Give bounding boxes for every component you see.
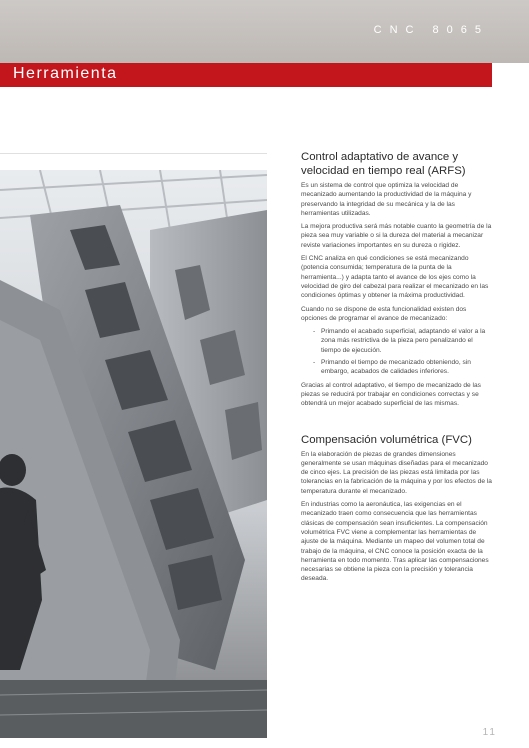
divider (0, 153, 267, 154)
section-title: Herramienta (13, 65, 118, 82)
paragraph: El CNC analiza en qué condiciones se está mecanizando (potencia consumida; temperatura de la punta de la herramienta...) y adapta tanto el avance de los ejes como la velocidad de giro del cabezal para realizar el mecanizado en las condiciones óptimas y obtener la máxima productividad. (301, 255, 489, 300)
text-column (301, 150, 493, 588)
machine-photo (0, 170, 267, 738)
bullet-list (301, 327, 493, 376)
paragraph: En industrias como la aeronáutica, las exigencias en el mecanizado traen como consecuencia que las herramientas clásicas de compensación sean insuficientes. La compensación volumétrica FVC viene a complementar las herramientas de ajuste de la máquina. Mediante un mapeo del volumen total de trabajo de la máquina, el CNC conoce la posición exacta de la herramienta en todo momento. Tras aplicar las compensaciones necesarias se obtiene la pieza con la precisión y tolerancia deseada. (301, 501, 489, 583)
header-bar (0, 0, 529, 63)
section-heading-fvc: Compensación volumétrica (FVC) (301, 433, 472, 446)
section-bar (0, 63, 492, 87)
list-item-text: Primando el acabado superficial, adaptando el valor a la zona más restrictiva de la pieza pero penalizando el tiempo de ejecución. (321, 328, 486, 354)
list-item (301, 327, 493, 355)
paragraph: Cuando no se dispone de esta funcionalidad existen dos opciones de programar el avance de mecanizado: (301, 305, 467, 322)
paragraph: Gracias al control adaptativo, el tiempo de mecanizado de las piezas se reducirá por trabajar en condiciones correctas y se obtendrá un mejor acabado superficial de las mismas. (301, 381, 481, 408)
paragraph: Es un sistema de control que optimiza la velocidad de mecanizado aumentando la productividad de la máquina y preservando la integridad de su mecánica y la de las herramientas utilizadas. (301, 182, 472, 217)
list-item-text: Primando el tiempo de mecanizado obteniendo, sin embargo, acabados de calidades inferiores. (321, 359, 471, 376)
dash-icon: - (313, 359, 316, 367)
paragraph: En la elaboración de piezas de grandes dimensiones generalmente se usan máquinas diseñadas para el mecanizado de cinco ejes. La precisión de las piezas está limitada por las tolerancias en la fabricación de la máquina y por los efectos de la temperatura durante el mecanizado. (301, 450, 492, 495)
dash-icon: - (313, 328, 316, 336)
list-item (301, 358, 493, 377)
section-fvc (301, 433, 493, 584)
section-heading-arfs: Control adaptativo de avance y velocidad en tiempo real (ARFS) (301, 151, 466, 177)
brand-label: CNC 8065 (373, 24, 489, 36)
page-number: 11 (482, 727, 497, 738)
paragraph: La mejora productiva será más notable cuanto la geometría de la pieza sea muy variable o si la dureza del material a mecanizar reviste variaciones importantes en su dureza o rigidez. (301, 223, 492, 249)
